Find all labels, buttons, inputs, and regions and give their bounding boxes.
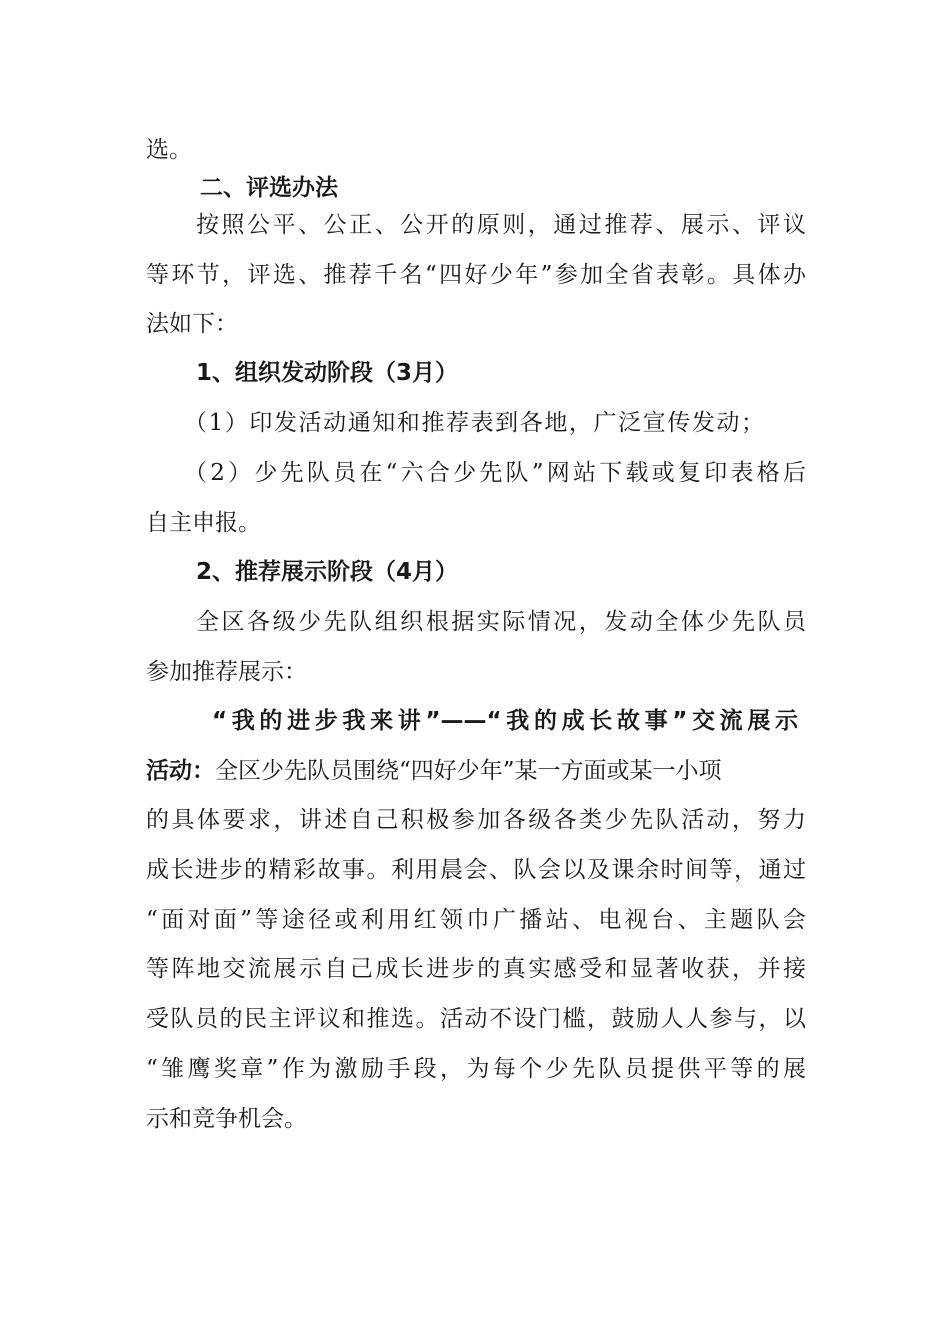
activity-title-end: 活动： [146,758,215,784]
activity-line [146,754,806,788]
paragraph-line: 示和竞争机会。 [146,1106,307,1132]
stage-heading: 2、推荐展示阶段（4月） [196,559,459,585]
paragraph-line: “雏鹰奖章”作为激励手段，为每个少先队员提供平等的展 [146,1056,806,1082]
paragraph-line: 等环节，评选、推荐千名“四好少年”参加全省表彰。具体办 [146,262,806,288]
paragraph-line: 参加推荐展示： [146,659,307,685]
activity-text: 全区少先队员围绕“四好少年”某一方面或某一小项 [215,758,722,784]
list-item: 自主申报。 [146,510,261,536]
activity-title: “我的进步我来讲”——“我的成长故事”交流展示 [212,708,798,734]
paragraph-line: 法如下： [146,311,238,337]
list-item: （2）少先队员在“六合少先队”网站下载或复印表格后 [184,460,806,486]
paragraph-line: “面对面”等途径或利用红领巾广播站、电视台、主题队会 [146,907,806,933]
text-line: 选。 [146,137,192,163]
section-heading: 二、评选办法 [200,175,338,201]
paragraph-line: 受队员的民主评议和推选。活动不设门槛，鼓励人人参与，以 [146,1006,806,1032]
paragraph-line: 成长进步的精彩故事。利用晨会、队会以及课余时间等，通过 [146,857,806,883]
paragraph-line: 的具体要求，讲述自己积极参加各级各类少先队活动，努力 [146,807,806,833]
paragraph-line: 等阵地交流展示自己成长进步的真实感受和显著收获，并接 [146,956,806,982]
list-item: （1）印发活动通知和推荐表到各地，广泛宣传发动； [184,410,764,436]
paragraph-line: 按照公平、公正、公开的原则，通过推荐、展示、评议 [196,212,806,238]
stage-heading: 1、组织发动阶段（3月） [196,360,459,386]
paragraph-line: 全区各级少先队组织根据实际情况，发动全体少先队员 [196,609,806,635]
